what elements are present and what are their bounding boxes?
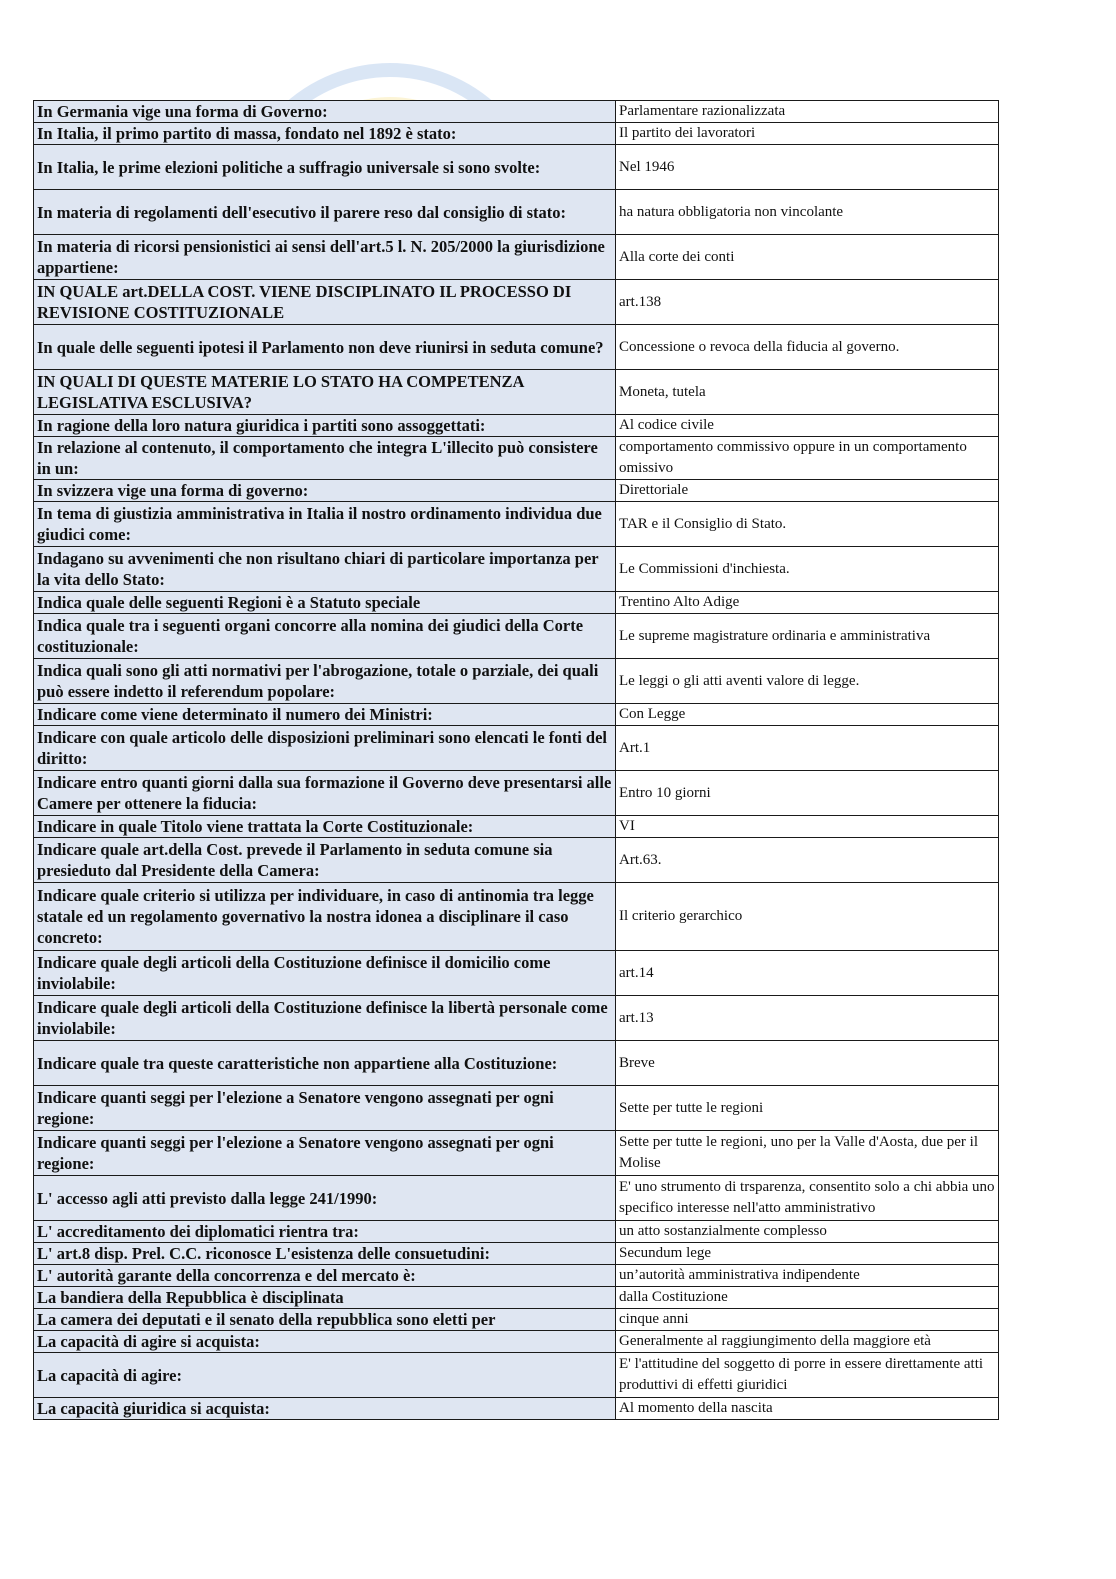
table-row xyxy=(34,1041,999,1086)
table-row xyxy=(34,592,999,614)
question-cell: La capacità di agire si acquista: xyxy=(34,1331,616,1353)
qa-table xyxy=(33,100,999,1420)
answer-cell: Direttoriale xyxy=(616,480,999,502)
answer-cell: E' uno strumento di trsparenza, consentito solo a chi abbia uno specifico interesse nell'atto amministrativo xyxy=(616,1176,999,1221)
question-cell: La bandiera della Repubblica è disciplinata xyxy=(34,1287,616,1309)
table-row xyxy=(34,123,999,145)
question-cell: In Italia, le prime elezioni politiche a suffragio universale si sono svolte: xyxy=(34,145,616,190)
question-cell: Indicare quale tra queste caratteristiche non appartiene alla Costituzione: xyxy=(34,1041,616,1086)
question-cell: Indicare con quale articolo delle disposizioni preliminari sono elencati le fonti del diritto: xyxy=(34,726,616,771)
table-row xyxy=(34,996,999,1041)
table-row xyxy=(34,951,999,996)
answer-cell: Art.1 xyxy=(616,726,999,771)
table-row xyxy=(34,726,999,771)
question-cell: Indicare quale art.della Cost. prevede il Parlamento in seduta comune sia presieduto dal Presidente della Camera: xyxy=(34,838,616,883)
question-cell: La capacità di agire: xyxy=(34,1353,616,1398)
table-row xyxy=(34,325,999,370)
table-row xyxy=(34,190,999,235)
table-row xyxy=(34,883,999,951)
answer-cell: Moneta, tutela xyxy=(616,370,999,415)
table-row xyxy=(34,1265,999,1287)
answer-cell: un atto sostanzialmente complesso xyxy=(616,1221,999,1243)
table-row xyxy=(34,838,999,883)
table-row xyxy=(34,1243,999,1265)
answer-cell: Generalmente al raggiungimento della maggiore età xyxy=(616,1331,999,1353)
question-cell: Indica quali sono gli atti normativi per l'abrogazione, totale o parziale, dei quali può essere indetto il referendum popolare: xyxy=(34,659,616,704)
question-cell: In Germania vige una forma di Governo: xyxy=(34,101,616,123)
question-cell: La camera dei deputati e il senato della repubblica sono eletti per xyxy=(34,1309,616,1331)
table-row xyxy=(34,771,999,816)
answer-cell: Trentino Alto Adige xyxy=(616,592,999,614)
question-cell: L' art.8 disp. Prel. C.C. riconosce L'esistenza delle consuetudini: xyxy=(34,1243,616,1265)
answer-cell: comportamento commissivo oppure in un comportamento omissivo xyxy=(616,437,999,480)
answer-cell: Entro 10 giorni xyxy=(616,771,999,816)
table-row xyxy=(34,1331,999,1353)
table-row xyxy=(34,704,999,726)
table-row xyxy=(34,547,999,592)
answer-cell: Concessione o revoca della fiducia al governo. xyxy=(616,325,999,370)
table-row xyxy=(34,1131,999,1176)
table-row xyxy=(34,145,999,190)
table-row xyxy=(34,614,999,659)
answer-cell: Le leggi o gli atti aventi valore di legge. xyxy=(616,659,999,704)
answer-cell: dalla Costituzione xyxy=(616,1287,999,1309)
answer-cell: Alla corte dei conti xyxy=(616,235,999,280)
answer-cell: Sette per tutte le regioni, uno per la Valle d'Aosta, due per il Molise xyxy=(616,1131,999,1176)
question-cell: Indicare in quale Titolo viene trattata la Corte Costituzionale: xyxy=(34,816,616,838)
answer-cell: Il criterio gerarchico xyxy=(616,883,999,951)
question-cell: In svizzera vige una forma di governo: xyxy=(34,480,616,502)
question-cell: Indicare quanti seggi per l'elezione a Senatore vengono assegnati per ogni regione: xyxy=(34,1086,616,1131)
qa-table-body xyxy=(34,101,999,1420)
table-row xyxy=(34,1221,999,1243)
table-row xyxy=(34,1176,999,1221)
table-row xyxy=(34,659,999,704)
table-row xyxy=(34,437,999,480)
answer-cell: Al codice civile xyxy=(616,415,999,437)
answer-cell: Nel 1946 xyxy=(616,145,999,190)
question-cell: Indicare quale degli articoli della Costituzione definisce la libertà personale come inviolabile: xyxy=(34,996,616,1041)
answer-cell: Le Commissioni d'inchiesta. xyxy=(616,547,999,592)
answer-cell: Con Legge xyxy=(616,704,999,726)
question-cell: In ragione della loro natura giuridica i partiti sono assoggettati: xyxy=(34,415,616,437)
answer-cell: Art.63. xyxy=(616,838,999,883)
answer-cell: VI xyxy=(616,816,999,838)
question-cell: In quale delle seguenti ipotesi il Parlamento non deve riunirsi in seduta comune? xyxy=(34,325,616,370)
question-cell: In materia di regolamenti dell'esecutivo il parere reso dal consiglio di stato: xyxy=(34,190,616,235)
answer-cell: Le supreme magistrature ordinaria e amministrativa xyxy=(616,614,999,659)
table-row xyxy=(34,1398,999,1420)
answer-cell: art.13 xyxy=(616,996,999,1041)
table-row xyxy=(34,415,999,437)
question-cell: In tema di giustizia amministrativa in Italia il nostro ordinamento individua due giudici come: xyxy=(34,502,616,547)
table-row xyxy=(34,101,999,123)
table-row xyxy=(34,370,999,415)
answer-cell: TAR e il Consiglio di Stato. xyxy=(616,502,999,547)
question-cell: L' accesso agli atti previsto dalla legge 241/1990: xyxy=(34,1176,616,1221)
answer-cell: Secundum lege xyxy=(616,1243,999,1265)
table-row xyxy=(34,480,999,502)
question-cell: Indicare entro quanti giorni dalla sua formazione il Governo deve presentarsi alle Camere per ottenere la fiducia: xyxy=(34,771,616,816)
table-row xyxy=(34,1353,999,1398)
question-cell: Indicare quale degli articoli della Costituzione definisce il domicilio come inviolabile: xyxy=(34,951,616,996)
answer-cell: un’autorità amministrativa indipendente xyxy=(616,1265,999,1287)
question-cell: In Italia, il primo partito di massa, fondato nel 1892 è stato: xyxy=(34,123,616,145)
question-cell: L' autorità garante della concorrenza e del mercato è: xyxy=(34,1265,616,1287)
question-cell: In relazione al contenuto, il comportamento che integra L'illecito può consistere in un: xyxy=(34,437,616,480)
question-cell: Indica quale tra i seguenti organi concorre alla nomina dei giudici della Corte costituzionale: xyxy=(34,614,616,659)
table-row xyxy=(34,502,999,547)
question-cell: Indica quale delle seguenti Regioni è a Statuto speciale xyxy=(34,592,616,614)
answer-cell: E' l'attitudine del soggetto di porre in essere direttamente atti produttivi di effetti giuridici xyxy=(616,1353,999,1398)
table-row xyxy=(34,1287,999,1309)
answer-cell: ha natura obbligatoria non vincolante xyxy=(616,190,999,235)
table-row xyxy=(34,280,999,325)
answer-cell: cinque anni xyxy=(616,1309,999,1331)
table-row xyxy=(34,1086,999,1131)
question-cell: Indicare come viene determinato il numero dei Ministri: xyxy=(34,704,616,726)
answer-cell: Breve xyxy=(616,1041,999,1086)
table-row xyxy=(34,235,999,280)
question-cell: L' accreditamento dei diplomatici rientra tra: xyxy=(34,1221,616,1243)
question-cell: Indicare quanti seggi per l'elezione a Senatore vengono assegnati per ogni regione: xyxy=(34,1131,616,1176)
question-cell: IN QUALE art.DELLA COST. VIENE DISCIPLINATO IL PROCESSO DI REVISIONE COSTITUZIONALE xyxy=(34,280,616,325)
question-cell: IN QUALI DI QUESTE MATERIE LO STATO HA COMPETENZA LEGISLATIVA ESCLUSIVA? xyxy=(34,370,616,415)
answer-cell: Il partito dei lavoratori xyxy=(616,123,999,145)
answer-cell: Parlamentare razionalizzata xyxy=(616,101,999,123)
answer-cell: Al momento della nascita xyxy=(616,1398,999,1420)
table-row xyxy=(34,816,999,838)
question-cell: Indicare quale criterio si utilizza per individuare, in caso di antinomia tra legge statale ed un regolamento governativo la nostra idonea a disciplinare il caso concreto: xyxy=(34,883,616,951)
question-cell: La capacità giuridica si acquista: xyxy=(34,1398,616,1420)
answer-cell: art.14 xyxy=(616,951,999,996)
table-row xyxy=(34,1309,999,1331)
answer-cell: art.138 xyxy=(616,280,999,325)
question-cell: Indagano su avvenimenti che non risultano chiari di particolare importanza per la vita dello Stato: xyxy=(34,547,616,592)
question-cell: In materia di ricorsi pensionistici ai sensi dell'art.5 l. N. 205/2000 la giurisdizione appartiene: xyxy=(34,235,616,280)
answer-cell: Sette per tutte le regioni xyxy=(616,1086,999,1131)
